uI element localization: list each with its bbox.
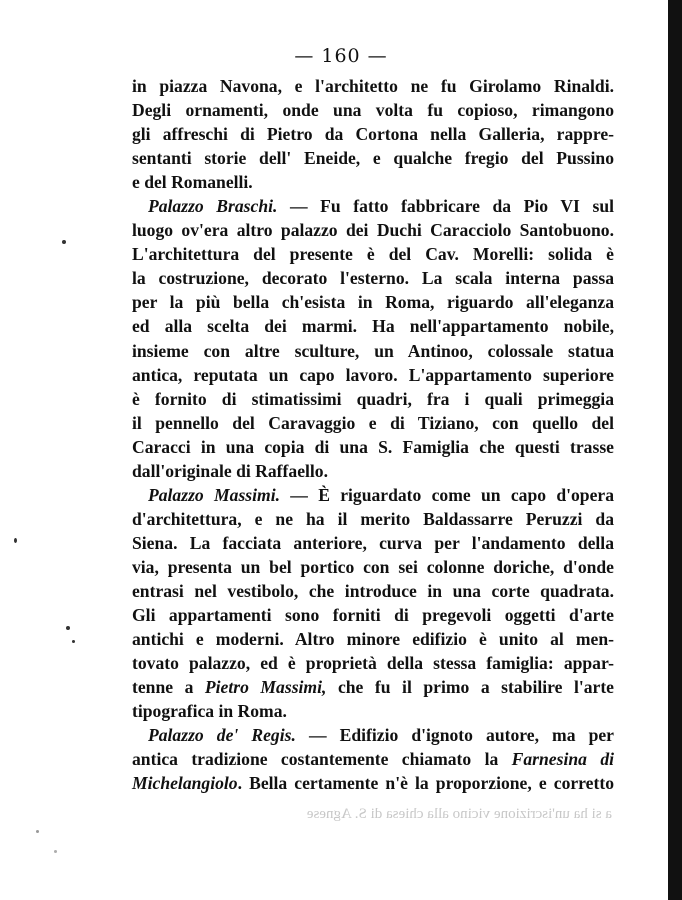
place-name: Michelangiolo [132,773,238,794]
text-line: per la più bella ch'esista in Roma, riguardo all'eleganza [132,292,614,313]
scan-speck [14,538,17,543]
entry-text: antica tradizione costantemente chiamato la [132,749,512,770]
text-line: d'architettura, e ne ha il merito Baldassarre Peruzzi da [132,508,614,529]
entry-text: — Edifizio d'ignoto autore, ma per [295,725,614,746]
text-line: via, presenta un bel portico con sei colonne doriche, d'onde [132,556,614,577]
text-line [132,194,614,218]
text-line: Degli ornamenti, onde una volta fu copioso, rimangono [132,100,614,121]
paragraph-continuation [132,74,614,194]
entry-palazzo-de-regis [132,723,614,795]
entry-text: tenne a [132,677,205,698]
text-line: dall'originale di Raffaello. [132,460,328,481]
text-line [132,483,614,507]
scan-speck [54,850,57,853]
text-line: antichi e moderni. Altro minore edifizio è unito al men- [132,629,614,650]
text-line [132,723,614,747]
text-line: il pennello del Caravaggio e di Tiziano, con quello del [132,412,614,433]
text-line: sentanti storie dell' Eneide, e qualche fregio del Pussino [132,148,614,169]
text-line: la costruzione, decorato l'esterno. La scala interna passa [132,268,614,289]
scan-speck [36,830,39,833]
bleed-through-text: a si ha un'iscrizione vicino alla chiesa di S. Agnese [306,806,612,822]
text-line: luogo ov'era altro palazzo dei Duchi Caracciolo Santobuono. [132,220,614,241]
entry-title: Palazzo Massimi. [148,484,281,505]
text-line: Caracci in una copia di una S. Famiglia che questi trasse [132,436,614,457]
text-line: ed alla scelta dei marmi. Ha nell'appartamento nobile, [132,316,614,337]
text-line: L'architettura del presente è del Cav. Morelli: solida è [132,244,614,265]
page-body [132,74,614,795]
text-line [132,747,614,771]
text-line: Siena. La facciata anteriore, curva per l'andamento della [132,532,614,553]
text-line: e del Romanelli. [132,172,253,193]
entry-text: — È riguardato come un capo d'opera [280,484,614,505]
entry-palazzo-massimi [132,483,614,723]
text-line: tovato palazzo, ed è proprietà della stessa famiglia: appar- [132,653,614,674]
entry-palazzo-braschi [132,194,614,483]
scan-speck [72,640,75,643]
text-line [132,675,614,699]
entry-text: — Fu fatto fabbricare da Pio VI sul [277,196,614,217]
page-edge-shadow [668,0,682,900]
text-line: gli affreschi di Pietro da Cortona nella Galleria, rappre- [132,124,614,145]
entry-text: . Bella certamente n'è la proporzione, e corretto [237,773,614,794]
text-line: tipografica in Roma. [132,701,287,722]
text-line: insieme con altre sculture, un Antinoo, colossale statua [132,340,614,361]
text-line: in piazza Navona, e l'architetto ne fu Girolamo Rinaldi. [132,76,614,96]
scan-speck [66,626,70,630]
entry-title: Palazzo Braschi. [148,196,278,217]
text-line: Gli appartamenti sono forniti di pregevoli oggetti d'arte [132,605,614,626]
text-line [132,771,614,795]
text-line: antica, reputata un capo lavoro. L'appartamento superiore [132,364,614,385]
scan-speck [62,240,66,244]
entry-text: che fu il primo a stabilire l'arte [326,677,614,698]
entry-title: Palazzo de' Regis. [148,725,296,746]
person-name: Pietro Massimi, [204,677,327,698]
place-name: Farnesina di [511,749,614,770]
text-line: entrasi nel vestibolo, che introduce in una corte quadrata. [132,580,614,601]
page-number: — 160 — [294,45,388,67]
text-line: è fornito di stimatissimi quadri, fra i quali primeggia [132,388,614,409]
